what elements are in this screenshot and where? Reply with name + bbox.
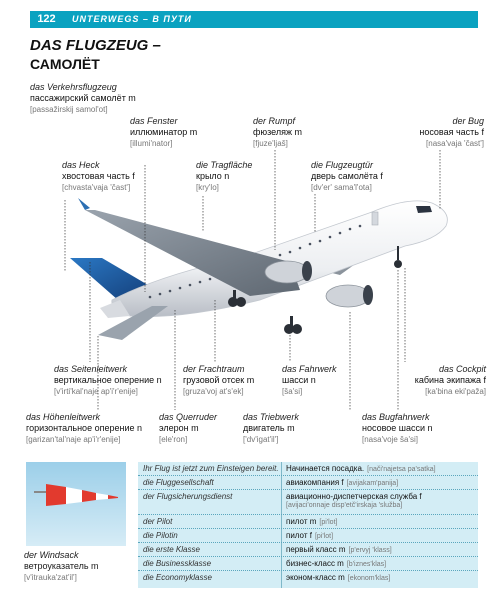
label-verkehrsflugzeug: das Verkehrsflugzeug пассажирский самолёт m [passažirskij samol'ot] (30, 82, 136, 114)
table-row: der Pilot пилот m [pi'lot] (138, 515, 478, 529)
label-windsack: der Windsack ветроуказатель m [v'itrauka'zat'il'] (24, 550, 99, 582)
title-german: DAS FLUGZEUG – (30, 37, 161, 54)
label-triebwerk: das Triebwerk двигатель m ['dv'igat'il'] (243, 412, 299, 444)
table-row: Ihr Flug ist jetzt zum Einsteigen bereit. Начинается посадка. [nači'najetsa pa'satka] (138, 462, 478, 476)
label-bug: der Bug носовая часть f [nasa'vaja 'čast'] (419, 116, 484, 148)
phrase-table (138, 462, 478, 588)
windsock-icon (26, 462, 126, 546)
section-title: UNTERWEGS – В ПУТИ (72, 14, 192, 24)
label-bugfahrwerk: das Bugfahrwerk носовое шасси n [nasa'voje ša'si] (362, 412, 433, 444)
table-row: die Businessklasse бизнес-класс m [b'iznes'klas] (138, 557, 478, 571)
label-querruder: das Querruder элерон m [ele'ron] (159, 412, 218, 444)
windsock-photo (26, 462, 126, 546)
label-tragflaeche: die Tragfläche крыло n [kry'lo] (196, 160, 253, 192)
table-row: die erste Klasse первый класс m [p'ervyj 'klass] (138, 543, 478, 557)
label-flugzeugtuer: die Flugzeugtür дверь самолёта f [dv'er' sama'l'ota] (311, 160, 383, 192)
label-seitenleitwerk: das Seitenleitwerk вертикальное оперение n [v'irti'kal'naje ap'i'r'enije] (54, 364, 162, 396)
label-fenster: das Fenster иллюминатор m [illumi'nator] (130, 116, 198, 148)
label-frachtraum: der Frachtraum грузовой отсек m [gruza'voj at's'ek] (183, 364, 255, 396)
label-heck: das Heck хвостовая часть f [chvasta'vaja 'čast'] (62, 160, 135, 192)
label-rumpf: der Rumpf фюзеляж m [fjuze'ljaš] (253, 116, 303, 148)
table-row: die Fluggesellschaft авиакомпания f [avijakam'panija] (138, 476, 478, 490)
table-row: die Economyklasse эконом-класс m [ekonom'klas] (143, 573, 391, 582)
label-hoehenleitwerk: das Höhenleitwerk горизонтальное оперение n [garizan'tal'naje ap'i'r'enije] (26, 412, 142, 444)
title-russian: САМОЛЁТ (30, 56, 100, 72)
label-cockpit: das Cockpit кабина экипажа f [ka'bina eki'paža] (414, 364, 486, 396)
table-row: die Pilotin пилот f [pi'lot] (138, 529, 478, 543)
label-fahrwerk: das Fahrwerk шасси n [ša'si] (282, 364, 337, 396)
table-row: der Flugsicherungsdienst авиационно-диспетчерская служба f [avijaci'onnaje disp'etč'irskaja 'služba] (138, 490, 478, 515)
page-number: 122 (37, 13, 56, 25)
